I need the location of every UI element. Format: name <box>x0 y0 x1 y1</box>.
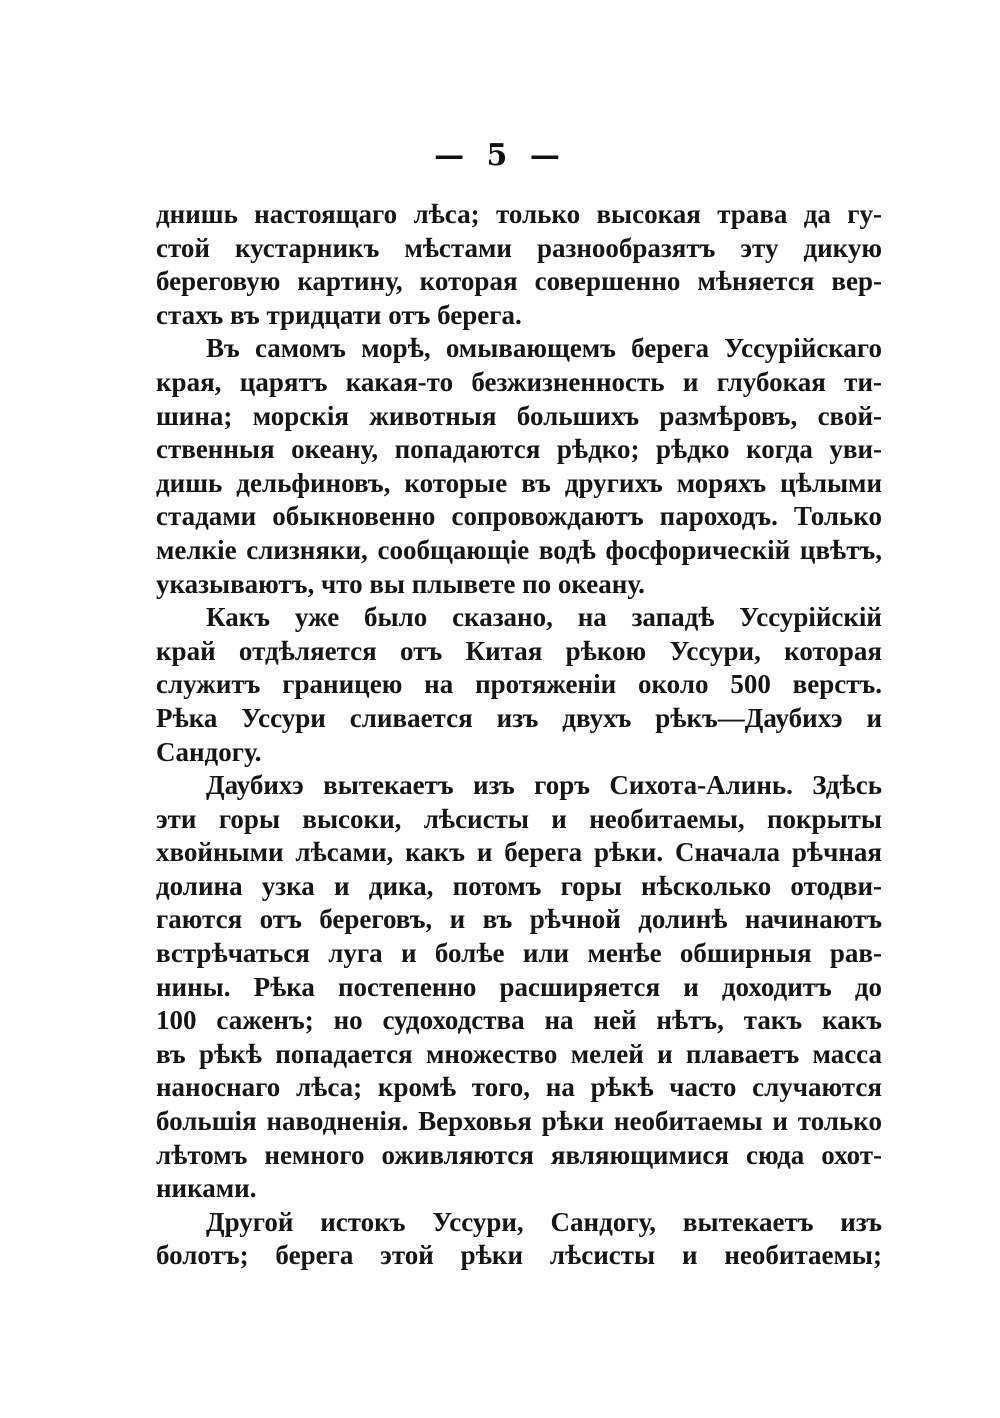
text-line: Рѣка Уссури сливается изъ двухъ рѣкъ—Даубихэ и <box>156 702 882 733</box>
text-line: дишь дельфиновъ, которые въ другихъ моряхъ цѣлыми <box>156 467 882 498</box>
text-line: днишь настоящаго лѣса; только высокая трава да гу- <box>156 199 882 229</box>
text-line: въ рѣкѣ попадается множество мелей и плаваетъ масса <box>156 1038 882 1069</box>
text-line: Какъ уже было сказано, на западѣ Уссурійскій <box>206 602 882 633</box>
text-line: Другой истокъ Уссури, Сандогу, вытекаетъ изъ <box>206 1206 882 1237</box>
body-text <box>156 198 882 1273</box>
text-line: лѣтомъ немного оживляются являющимися сюда охот- <box>156 1139 882 1170</box>
text-line: служитъ границею на протяженіи около 500 верстъ. <box>156 669 882 700</box>
text-line: указываютъ, что вы плывете по океану. <box>156 568 645 599</box>
page-number: — 5 — <box>434 138 566 173</box>
text-line: долина узка и дика, потомъ горы нѣсколько отодви- <box>156 870 882 901</box>
text-line: стой кустарникъ мѣстами разнообразятъ эту дикую <box>156 232 882 263</box>
text-line: края, царятъ какая-то безжизненность и глубокая ти- <box>156 366 882 397</box>
text-line: мелкіе слизняки, сообщающіе водѣ фосфорическій цвѣтъ, <box>156 534 882 565</box>
paragraph-1 <box>156 198 882 332</box>
paragraph-2 <box>156 332 882 601</box>
text-line: наноснаго лѣса; кромѣ того, на рѣкѣ часто случаются <box>156 1072 882 1103</box>
text-line: ственныя океану, попадаются рѣдко; рѣдко когда уви- <box>156 434 882 465</box>
text-line: береговую картину, которая совершенно мѣняется вер- <box>156 266 882 297</box>
text-line: Сандогу. <box>156 736 262 767</box>
paragraph-3 <box>156 601 882 769</box>
text-line: Въ самомъ морѣ, омывающемъ берега Уссурійскаго <box>206 333 882 364</box>
paragraph-4 <box>156 769 882 1206</box>
text-line: край отдѣляется отъ Китая рѣкою Уссури, которая <box>156 635 882 666</box>
text-line: никами. <box>156 1173 257 1204</box>
text-line: шина; морскія животныя большихъ размѣровъ, свой- <box>156 400 882 431</box>
text-line: нины. Рѣка постепенно расширяется и доходитъ до <box>156 971 882 1002</box>
text-line: гаются отъ береговъ, и въ рѣчной долинѣ начинаютъ <box>156 904 882 935</box>
text-line: болотъ; берега этой рѣки лѣсисты и необитаемы; <box>156 1240 882 1271</box>
text-line: встрѣчаться луга и болѣе или менѣе обширныя рав- <box>156 938 882 969</box>
text-line: большія наводненія. Верховья рѣки необитаемы и только <box>156 1106 882 1137</box>
text-line: 100 саженъ; но судоходства на ней нѣтъ, такъ какъ <box>156 1005 882 1036</box>
text-line: стахъ въ тридцати отъ берега. <box>156 299 522 330</box>
paragraph-5 <box>156 1206 882 1273</box>
text-line: стадами обыкновенно сопровождаютъ пароходъ. Только <box>156 501 882 532</box>
text-line: эти горы высоки, лѣсисты и необитаемы, покрыты <box>156 803 882 834</box>
text-line: Даубихэ вытекаетъ изъ горъ Сихота-Алинь. Здѣсь <box>206 770 882 801</box>
text-line: хвойными лѣсами, какъ и берега рѣки. Сначала рѣчная <box>156 837 882 868</box>
